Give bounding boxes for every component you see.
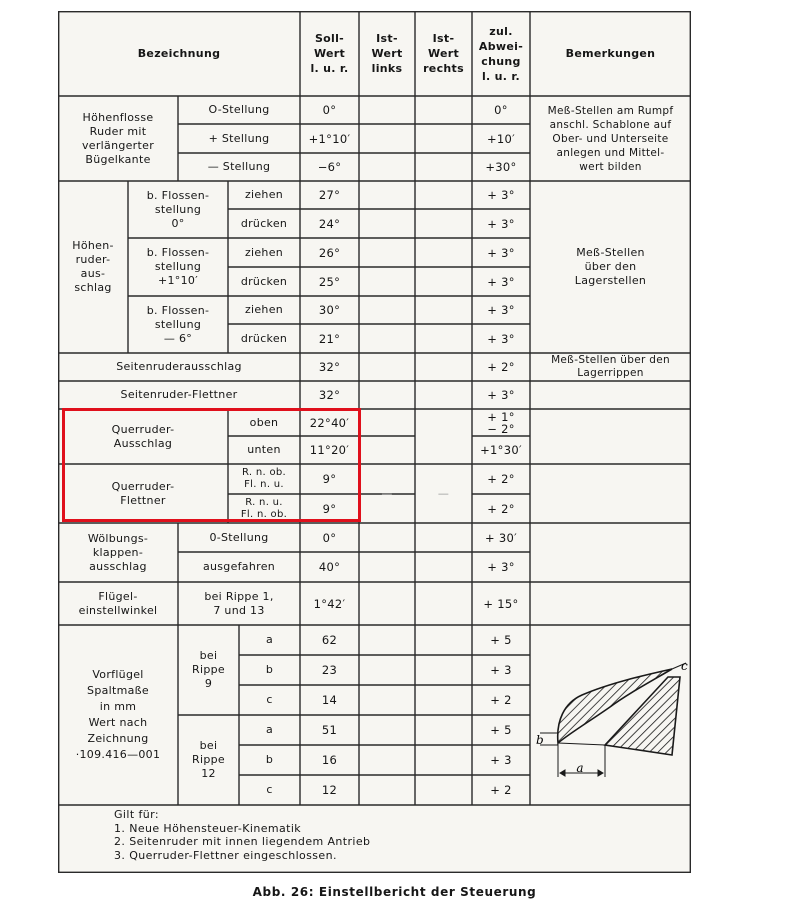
- richtung-label: drücken: [240, 216, 288, 230]
- dimension-a-label: a: [576, 761, 584, 775]
- richtung-label: R. n. u. Fl. n. ob.: [240, 496, 288, 520]
- querruder-flettner-label: Querruder- Flettner: [111, 479, 175, 507]
- hoehenflosse-stellung: O-Stellung: [208, 103, 270, 116]
- abweichung-value: + 2: [490, 693, 512, 707]
- soll-value: 9°: [322, 501, 337, 516]
- abweichung-value: +1°30′: [480, 443, 522, 457]
- bemerkung-hoehenruder: Meß-Stellen über den Lagerstellen: [574, 246, 647, 287]
- soll-value: +1°10′: [308, 131, 351, 146]
- abweichung-value: + 2: [490, 783, 512, 797]
- mass-label: b: [265, 753, 274, 766]
- header-ist-links: Ist- Wert links: [371, 32, 403, 75]
- richtung-label: ziehen: [244, 303, 284, 316]
- abweichung-value: + 1° − 2°: [487, 409, 515, 436]
- woelbungsklappen-label: Wölbungs- klappen- ausschlag: [87, 531, 149, 573]
- soll-value: 32°: [318, 360, 341, 374]
- querruder-ausschlag-label: Querruder- Ausschlag: [111, 422, 175, 450]
- soll-value: 25°: [318, 274, 341, 289]
- abweichung-value: + 3°: [487, 188, 515, 202]
- soll-value: 24°: [318, 216, 341, 231]
- header-abweichung: zul. Abwei- chung l. u. r.: [478, 24, 524, 83]
- header-bemerkungen: Bemerkungen: [565, 47, 656, 60]
- soll-value: 16: [321, 753, 338, 767]
- header-soll-wert: Soll- Wert l. u. r.: [310, 32, 349, 75]
- ist-rechts-dash: —: [437, 486, 450, 500]
- abweichung-value: 0°: [494, 103, 508, 117]
- rippe-label: bei Rippe 12: [192, 739, 225, 780]
- hoehenflosse-label: Höhenflosse Ruder mit verlängerter Bügelkante: [81, 110, 155, 166]
- abweichung-value: + 3°: [487, 216, 515, 231]
- soll-value: 51: [321, 723, 338, 737]
- soll-value: 11°20′: [309, 443, 350, 457]
- slat-gap-diagram: [530, 625, 691, 805]
- seitenruder-flettner-label: Seitenruder-Flettner: [120, 388, 238, 401]
- flossenstellung-label: b. Flossen- stellung +1°10′: [146, 246, 210, 287]
- abweichung-value: + 3°: [487, 245, 515, 260]
- fluegel-rippen: bei Rippe 1, 7 und 13: [204, 589, 274, 617]
- soll-value: 9°: [322, 472, 337, 486]
- abweichung-value: + 3°: [487, 560, 515, 574]
- mass-label: c: [266, 693, 273, 706]
- hoehenruder-label: Höhen- ruder- aus- schlag: [72, 239, 114, 294]
- highlight-box-querruder: [62, 408, 361, 522]
- soll-value: 1°42′: [313, 596, 346, 611]
- mass-label: a: [265, 633, 274, 646]
- abweichung-value: + 2°: [487, 472, 515, 486]
- abweichung-value: + 3°: [487, 303, 515, 317]
- hoehenflosse-stellung: + Stellung: [208, 131, 270, 145]
- abweichung-value: +30°: [485, 160, 517, 174]
- soll-value: 0°: [322, 103, 337, 117]
- richtung-label: ziehen: [244, 188, 284, 201]
- soll-value: 0°: [322, 530, 337, 545]
- vorfluegel-label: Vorflügel Spaltmaße in mm Wert nach Zeichnung ·109.416—001: [75, 668, 161, 761]
- soll-value: 27°: [318, 188, 341, 202]
- abweichung-value: + 3: [490, 663, 512, 677]
- soll-value: 23: [321, 663, 338, 677]
- soll-value: 62: [321, 633, 338, 647]
- abweichung-value: + 3°: [487, 274, 515, 289]
- rippe-label: bei Rippe 9: [192, 649, 225, 690]
- mass-label: b: [265, 663, 274, 676]
- dimension-b-label: b: [536, 733, 544, 747]
- klappen-stellung: 0-Stellung: [209, 530, 269, 544]
- flossenstellung-label: b. Flossen- stellung — 6°: [146, 303, 210, 345]
- klappen-stellung: ausgefahren: [202, 560, 276, 573]
- abweichung-value: + 30′: [484, 530, 518, 545]
- soll-value: 21°: [318, 331, 341, 346]
- soll-value: 22°40′: [309, 415, 350, 430]
- hoehenflosse-stellung: — Stellung: [207, 160, 271, 173]
- richtung-label: ziehen: [244, 245, 284, 259]
- dimension-c-label: c: [681, 659, 688, 673]
- soll-value: 14: [321, 693, 338, 707]
- richtung-label: unten: [247, 443, 281, 456]
- fluegel-einstellwinkel-label: Flügel- einstellwinkel: [78, 589, 158, 617]
- soll-value: 12: [321, 783, 338, 797]
- soll-value: −6°: [317, 160, 342, 174]
- header-ist-rechts: Ist- Wert rechts: [423, 32, 464, 75]
- abweichung-value: + 15°: [483, 596, 519, 611]
- seitenruderausschlag-label: Seitenruderausschlag: [116, 360, 242, 373]
- soll-value: 26°: [318, 245, 341, 260]
- abweichung-value: +10′: [486, 131, 516, 146]
- soll-value: 40°: [318, 560, 341, 574]
- abweichung-value: + 3°: [487, 388, 515, 402]
- bemerkung-seitenruder: Meß-Stellen über den Lagerrippen: [551, 354, 670, 379]
- richtung-label: drücken: [240, 274, 288, 288]
- richtung-label: drücken: [240, 331, 288, 345]
- header-bezeichnung: Bezeichnung: [137, 47, 221, 60]
- abweichung-value: + 5: [490, 723, 512, 737]
- abweichung-value: + 3°: [487, 331, 515, 346]
- mass-label: c: [266, 783, 273, 796]
- abweichung-value: + 5: [490, 633, 512, 647]
- richtung-label: oben: [249, 415, 279, 429]
- flossenstellung-label: b. Flossen- stellung 0°: [146, 188, 210, 230]
- figure-caption: Abb. 26: Einstellbericht der Steuerung: [252, 885, 537, 899]
- abweichung-value: + 3: [490, 753, 512, 767]
- mass-label: a: [265, 723, 274, 736]
- richtung-label: R. n. ob. Fl. n. u.: [242, 467, 286, 490]
- soll-value: 32°: [318, 388, 341, 402]
- bemerkung-hoehenflosse: Meß-Stellen am Rumpf anschl. Schablone auf Ober- und Unterseite anlegen und Mittel- wert bilden: [547, 104, 674, 173]
- notes-gilt-fuer: Gilt für: 1. Neue Höhensteuer-Kinematik 2. Seitenruder mit innen liegendem Antrieb 3. Querruder-Flettner eingeschlossen.: [114, 808, 371, 862]
- abweichung-value: + 2°: [487, 360, 515, 374]
- abweichung-value: + 2°: [487, 501, 515, 516]
- soll-value: 30°: [318, 303, 341, 317]
- ist-links-dash: —: [381, 486, 393, 500]
